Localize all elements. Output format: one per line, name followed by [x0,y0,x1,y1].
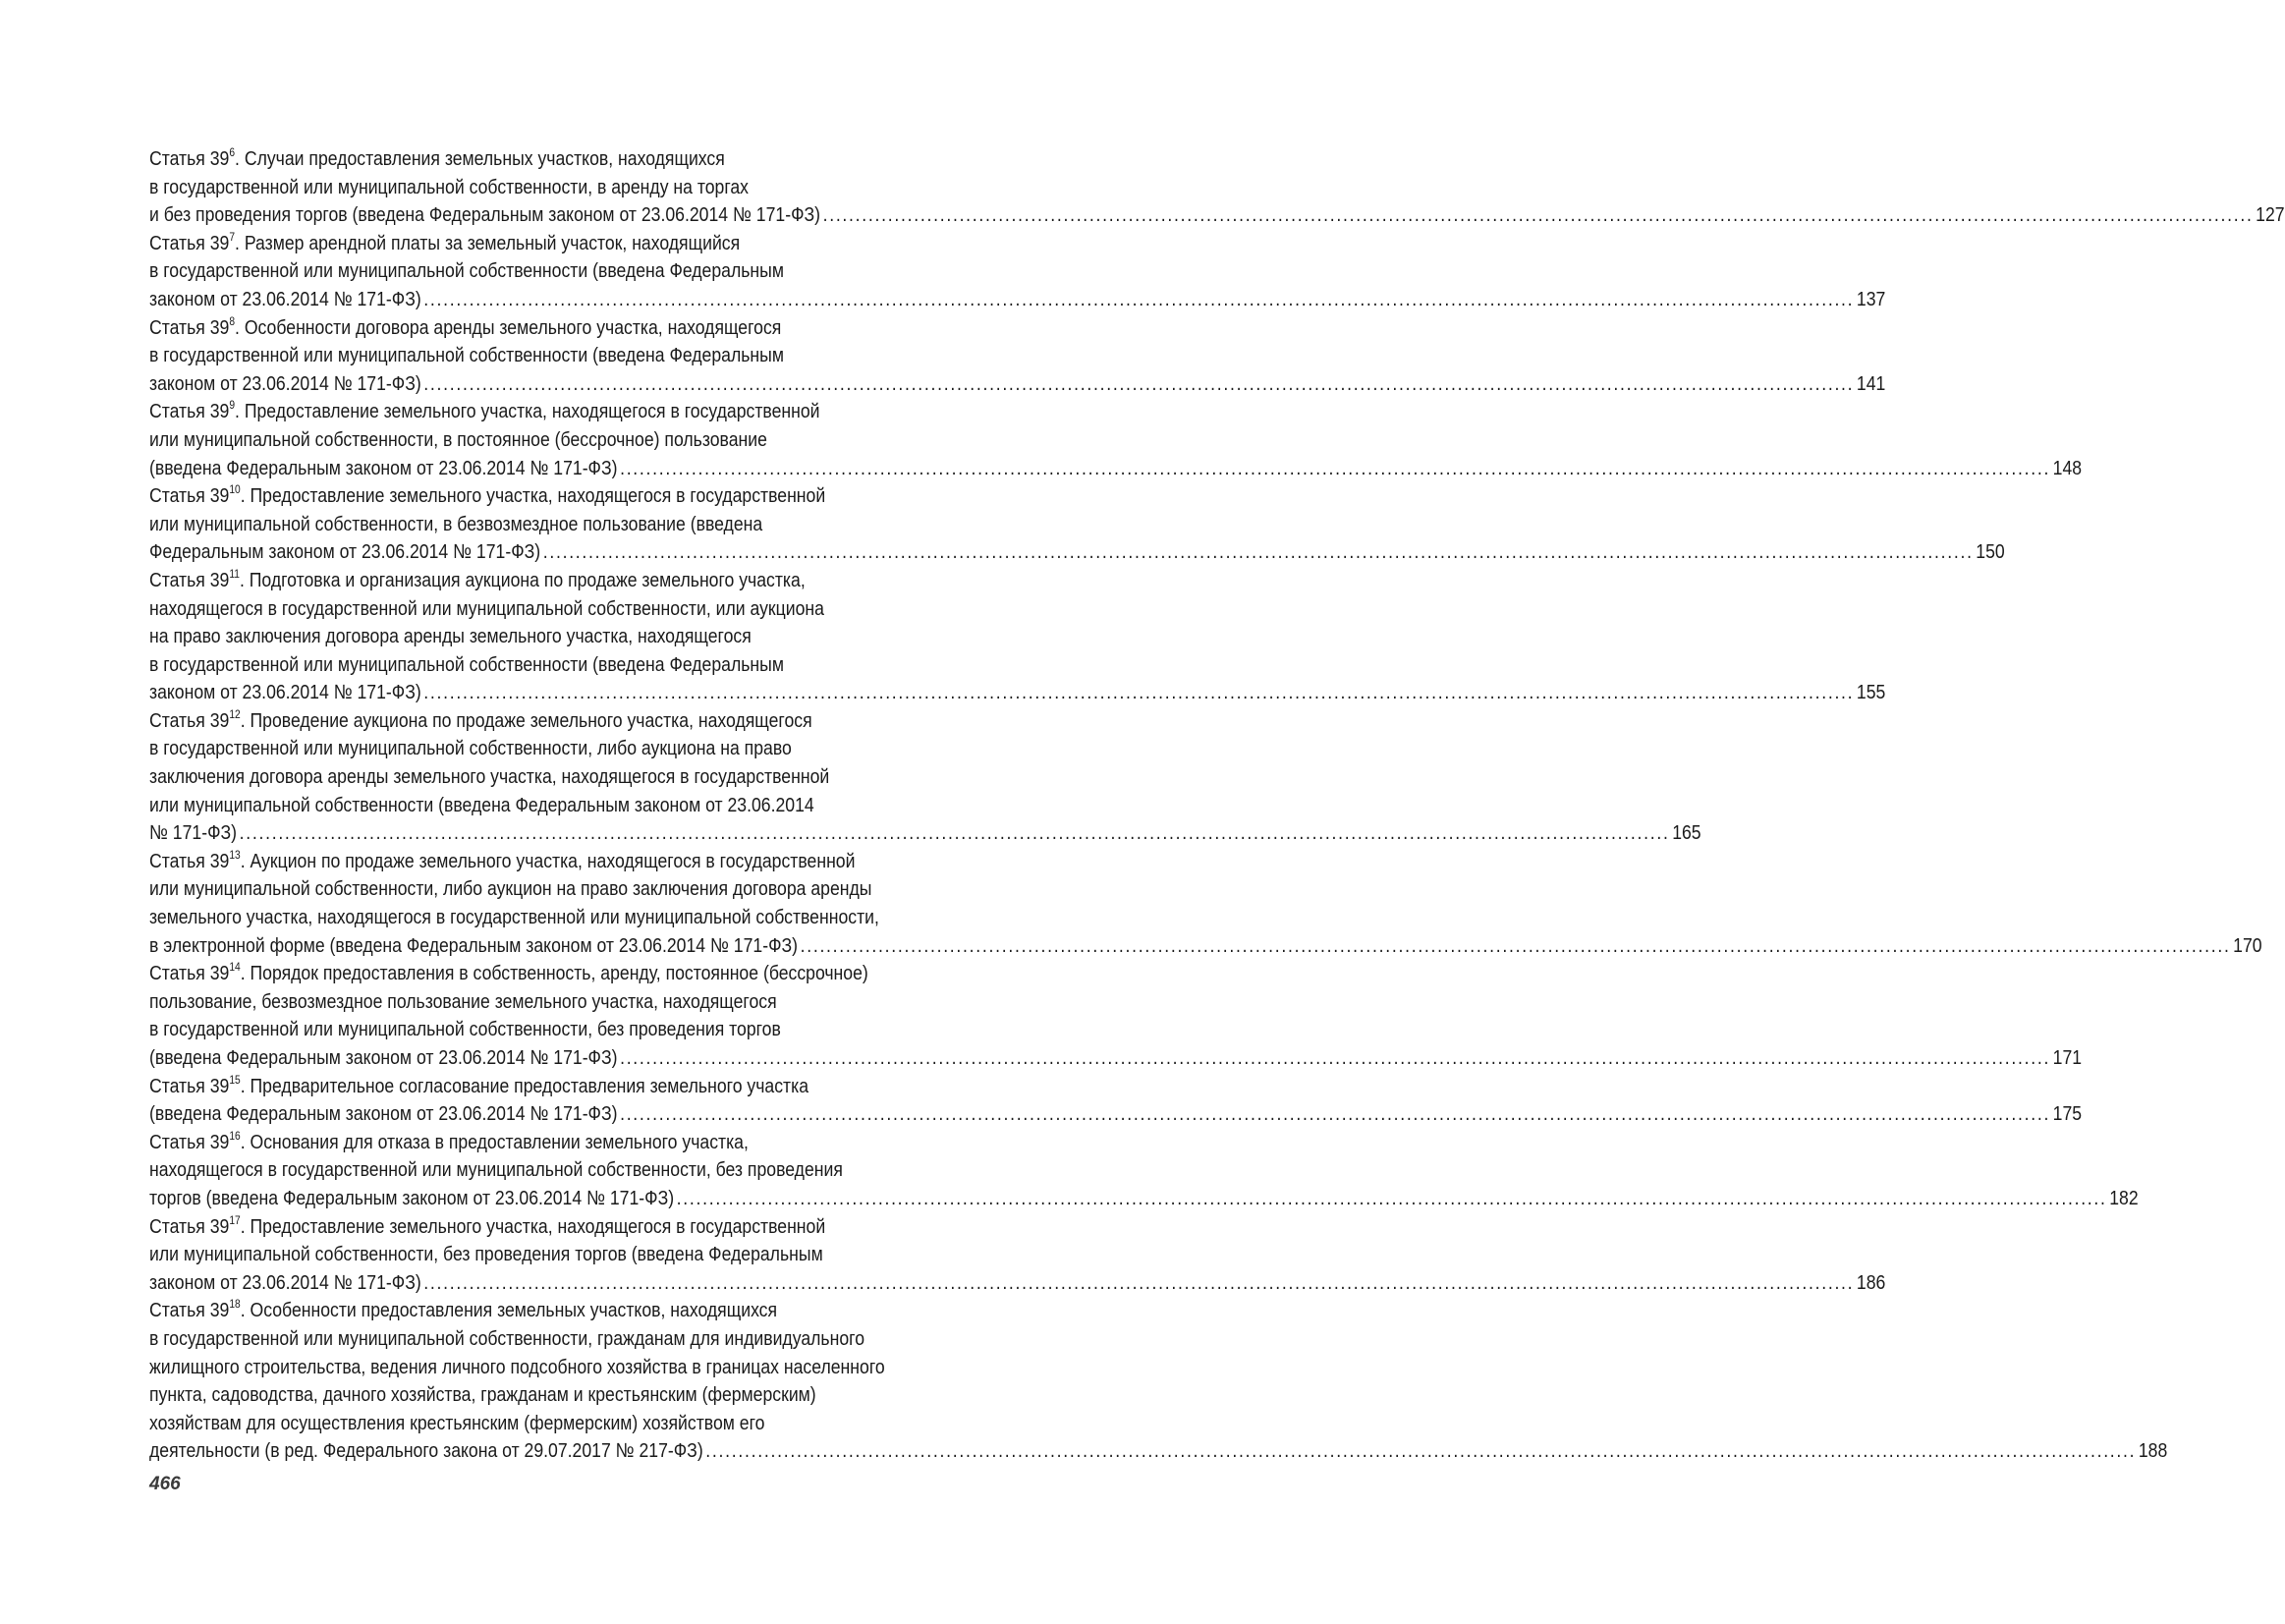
article-title-text: или муниципальной собственности, либо аукцион на право заключения договора аренды [149,877,872,901]
toc-entry-line [149,398,876,426]
toc-entry-text [149,1158,843,1181]
toc-entry-text [149,313,782,339]
toc-entry [149,1072,2083,1129]
toc-entry-text [149,1383,816,1406]
article-superscript: 6 [229,144,236,159]
article-title-text: . Основания для отказа в предоставлении земельного участка, [240,1130,749,1153]
article-title-text: . Предоставление земельного участка, находящегося в государственной [235,400,820,423]
toc-entry-line [149,426,876,455]
toc-entry-line [149,314,876,343]
toc-entry-line [149,1073,876,1101]
toc-entry-line [149,651,876,680]
toc-entry-text [149,201,820,230]
toc-entry-line [149,1129,876,1157]
article-superscript: 11 [229,566,240,581]
toc-entry-text [149,400,820,422]
toc-entry-line [149,595,876,624]
toc-entry-text [149,847,856,872]
toc-entry-text [149,455,617,483]
article-title-text: . Порядок предоставления в собственность, аренду, постоянное (бессрочное) [240,962,868,985]
toc-entry-text [149,513,762,535]
article-title-text: . Размер арендной платы за земельный участок, находящийся [235,231,741,254]
article-title-text: находящегося в государственной или муниципальной собственности, или аукциона [149,596,824,620]
toc-entry-line [149,482,876,511]
article-title-text: законом от 23.06.2014 № 171-ФЗ) [149,287,421,310]
toc-entry-line [149,988,876,1017]
toc-entry-line [149,230,876,258]
toc-entry-line [149,735,876,763]
toc-entry-line [149,1354,885,1382]
toc-entry-text [149,1299,777,1321]
article-title-text: в государственной или муниципальной собственности, в аренду на торгах [149,175,749,198]
article-title-text: законом от 23.06.2014 № 171-ФЗ) [149,1270,421,1294]
toc-entry-line [149,567,876,595]
toc-entry-text [149,737,792,759]
toc-entry-line [149,1297,876,1325]
article-title-text: . Особенности предоставления земельных участков, находящихся [240,1299,778,1322]
article-title-text: . Проведение аукциона по продаже земельного участка, находящегося [240,708,812,732]
toc-entry-text [149,176,749,198]
toc-entry-text [149,765,829,788]
article-title-text: на право заключения договора аренды земельного участка, находящегося [149,625,752,648]
toc-entry-line [149,201,2285,230]
table-of-contents [149,144,2285,1466]
toc-page-number: 148 [2052,456,2083,479]
toc-entry-line [149,538,2005,567]
toc-entry-text [149,286,421,314]
toc-entry [149,482,2005,567]
toc-entry-line [149,370,1886,399]
toc-entry-line [149,1156,876,1185]
toc-entry-line [149,875,876,904]
toc-entry-line [149,1241,876,1269]
dot-leader: ............................................................................................................................................................................................................................ [239,821,1670,845]
dot-leader: ............................................................................................................................................................................................................................ [676,1186,2107,1209]
article-superscript: 9 [229,398,236,413]
toc-entry-text [149,229,741,254]
article-title-text: . Особенности договора аренды земельного участка, находящегося [235,315,782,339]
toc-entry-text [149,1327,864,1350]
toc-entry-line [149,707,876,736]
toc-entry-text [149,990,777,1013]
toc-page-number: 182 [2109,1186,2139,1209]
toc-page-number: 141 [1856,371,1886,395]
dot-leader: ............................................................................................................................................................................................................................ [620,456,2051,479]
toc-entry-text [149,144,725,170]
toc-page-number: 186 [1856,1270,1886,1294]
article-superscript: 13 [229,847,241,862]
article-superscript: 15 [229,1072,241,1087]
toc-entry [149,1128,2139,1213]
toc-entry-text [149,794,814,816]
toc-page-number: 137 [1856,287,1886,310]
toc-entry-text [149,1243,823,1265]
toc-entry-line [149,1325,876,1354]
article-title-text: хозяйствам для осуществления крестьянским (фермерским) хозяйством его [149,1411,765,1434]
dot-leader: ............................................................................................................................................................................................................................ [705,1439,2137,1463]
article-title-text: . Случаи предоставления земельных участков, находящихся [235,147,725,170]
article-title-text: в государственной или муниципальной собственности (введена Федеральным [149,344,784,367]
dot-leader: ............................................................................................................................................................................................................................ [423,1270,1855,1294]
toc-entry-text [149,1437,703,1466]
article-superscript: 7 [229,229,236,244]
toc-entry [149,313,1886,399]
toc-entry-text [149,653,784,676]
toc-entry-text [149,679,421,707]
article-prefix: Статья 39 [149,484,230,508]
toc-page-number: 171 [2052,1046,2083,1069]
toc-page-number: 175 [2052,1102,2083,1126]
article-title-text: (введена Федеральным законом от 23.06.2014 № 171-ФЗ) [149,1102,618,1126]
toc-entry [149,398,2083,482]
toc-page-number: 188 [2138,1439,2168,1463]
article-title-text: пользование, безвозмездное пользование земельного участка, находящегося [149,989,777,1013]
toc-entry [149,960,2083,1072]
article-title-text: в государственной или муниципальной собственности (введена Федеральным [149,652,784,676]
article-title-text: жилищного строительства, ведения личного подсобного хозяйства в границах населенного [149,1355,885,1378]
toc-entry-text [149,962,868,984]
article-prefix: Статья 39 [149,400,230,423]
toc-entry-line [149,1269,1886,1298]
article-prefix: Статья 39 [149,1074,230,1097]
article-title-text: заключения договора аренды земельного участка, находящегося в государственной [149,765,830,789]
toc-entry-line [149,1410,876,1438]
dot-leader: ............................................................................................................................................................................................................................ [423,371,1855,395]
toc-entry-text [149,1128,749,1153]
toc-entry-line [149,145,876,174]
article-superscript: 14 [229,960,241,975]
toc-page-number: 165 [1672,821,1701,845]
toc-page-number: 155 [1856,681,1886,704]
toc-entry-line [149,511,876,539]
article-prefix: Статья 39 [149,315,230,339]
toc-page-number: 127 [2256,203,2285,227]
toc-entry [149,847,2262,960]
dot-leader: ............................................................................................................................................................................................................................ [620,1102,2051,1126]
toc-entry-text [149,428,767,451]
article-title-text: в электронной форме (введена Федеральным законом от 23.06.2014 № 171-ФЗ) [149,933,799,957]
toc-entry-line [149,623,876,651]
toc-entry-text [149,706,812,732]
article-title-text: или муниципальной собственности, без проведения торгов (введена Федеральным [149,1243,823,1266]
article-superscript: 8 [229,313,236,328]
article-prefix: Статья 39 [149,568,230,591]
article-prefix: Статья 39 [149,708,230,732]
toc-page-number: 150 [1976,540,2005,564]
article-title-text: . Аукцион по продаже земельного участка, находящегося в государственной [240,849,856,872]
article-title-text: и без проведения торгов (введена Федеральным законом от 23.06.2014 № 171-ФЗ) [149,203,821,227]
toc-entry-line [149,679,1886,707]
dot-leader: ............................................................................................................................................................................................................................ [822,203,2254,227]
toc-entry-line [149,1437,2168,1466]
article-title-text: законом от 23.06.2014 № 171-ФЗ) [149,681,421,704]
toc-entry-text [149,1212,826,1238]
toc-entry-line [149,286,1886,314]
dot-leader: ............................................................................................................................................................................................................................ [423,287,1855,310]
article-title-text: (введена Федеральным законом от 23.06.2014 № 171-ФЗ) [149,456,618,479]
toc-entry-line [149,792,876,820]
toc-entry-line [149,1100,2083,1129]
article-superscript: 12 [229,706,241,721]
toc-entry-text [149,906,879,928]
toc-entry-text [149,877,871,900]
article-prefix: Статья 39 [149,1299,230,1322]
toc-entry-text [149,370,421,399]
article-title-text: (введена Федеральным законом от 23.06.2014 № 171-ФЗ) [149,1046,618,1069]
article-title-text: торгов (введена Федеральным законом от 23.06.2014 № 171-ФЗ) [149,1186,675,1209]
article-prefix: Статья 39 [149,849,230,872]
article-prefix: Статья 39 [149,231,230,254]
article-title-text: или муниципальной собственности, в безвозмездное пользование (введена [149,512,763,535]
toc-entry-text [149,1412,764,1434]
article-superscript: 17 [229,1212,241,1227]
toc-entry-text [149,1100,617,1129]
toc-entry-line [149,960,876,988]
toc-entry-line [149,455,2083,483]
toc-entry-text [149,1072,809,1097]
article-title-text: . Предоставление земельного участка, находящегося в государственной [240,484,826,508]
article-title-text: . Предварительное согласование предоставления земельного участка [240,1074,809,1097]
toc-entry-text [149,259,784,282]
article-superscript: 16 [229,1128,241,1143]
toc-entry-text [149,1044,617,1073]
toc-entry-text [149,1018,781,1040]
dot-leader: ............................................................................................................................................................................................................................ [620,1046,2051,1069]
dot-leader: ............................................................................................................................................................................................................................ [423,681,1855,704]
article-title-text: № 171-ФЗ) [149,821,238,845]
toc-page-number: 170 [2233,933,2262,957]
article-prefix: Статья 39 [149,1214,230,1238]
toc-entry [149,1297,2168,1466]
article-title-text: в государственной или муниципальной собственности, либо аукциона на право [149,737,792,760]
toc-entry-text [149,819,237,848]
article-prefix: Статья 39 [149,962,230,985]
article-title-text: . Подготовка и организация аукциона по продаже земельного участка, [239,568,806,591]
toc-entry-text [149,1185,674,1213]
toc-entry-line [149,1016,876,1044]
toc-entry-line [149,819,1701,848]
article-title-text: . Предоставление земельного участка, находящегося в государственной [240,1214,826,1238]
page-number: 466 [149,1474,181,1494]
article-superscript: 18 [229,1297,241,1312]
article-title-text: в государственной или муниципальной собственности, без проведения торгов [149,1018,781,1041]
toc-entry-text [149,1356,885,1378]
toc-entry-text [149,625,752,647]
article-title-text: или муниципальной собственности (введена Федеральным законом от 23.06.2014 [149,793,814,816]
toc-entry-line [149,1185,2139,1213]
toc-entry-line [149,342,876,370]
dot-leader: ............................................................................................................................................................................................................................ [542,540,1974,564]
toc-entry-text [149,566,806,591]
toc-entry-line [149,932,2262,961]
toc-entry-text [149,1269,421,1298]
toc-entry-line [149,1381,876,1410]
dot-leader: ............................................................................................................................................................................................................................ [800,933,2231,957]
article-title-text: или муниципальной собственности, в постоянное (бессрочное) пользование [149,427,767,451]
toc-entry-text [149,344,784,366]
toc-entry-text [149,484,825,507]
article-title-text: пункта, садоводства, дачного хозяйства, гражданам и крестьянским (фермерским) [149,1383,816,1407]
toc-entry-line [149,257,876,286]
toc-entry [149,706,1701,848]
toc-entry [149,566,1886,707]
toc-entry-line [149,848,876,876]
article-prefix: Статья 39 [149,1130,230,1153]
article-title-text: земельного участка, находящегося в государственной или муниципальной собственности, [149,906,879,929]
toc-entry [149,144,2285,230]
article-superscript: 10 [229,482,241,497]
article-title-text: деятельности (в ред. Федерального закона от 29.07.2017 № 217-ФЗ) [149,1439,703,1463]
article-title-text: в государственной или муниципальной собственности, гражданам для индивидуального [149,1326,865,1350]
article-prefix: Статья 39 [149,147,230,170]
toc-entry-line [149,763,876,792]
toc-entry-line [149,904,879,932]
toc-entry-line [149,1044,2083,1073]
toc-entry-text [149,597,824,620]
toc-entry-text [149,932,798,961]
article-title-text: находящегося в государственной или муниципальной собственности, без проведения [149,1158,843,1182]
toc-entry-line [149,1213,876,1242]
toc-entry [149,1212,1886,1298]
article-title-text: законом от 23.06.2014 № 171-ФЗ) [149,371,421,395]
article-title-text: в государственной или муниципальной собственности (введена Федеральным [149,259,784,283]
article-title-text: Федеральным законом от 23.06.2014 № 171-ФЗ) [149,540,541,564]
toc-entry [149,229,1886,314]
toc-entry-text [149,538,540,567]
toc-entry-line [149,174,876,202]
